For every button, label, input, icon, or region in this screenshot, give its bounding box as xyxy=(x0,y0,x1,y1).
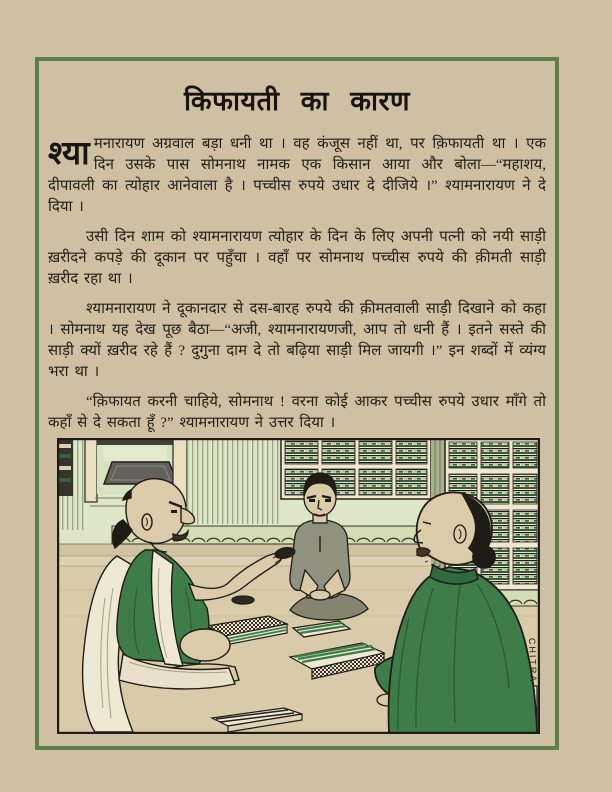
story-paragraph-4: “क़िफायत करनी चाहिये, सोमनाथ ! वरना कोई आकर पच्चीस रुपये उधार माँगे तो कहाँ से दे सकता हूँ ?” श्यामनारायण ने उत्तर दिया । xyxy=(48,394,546,431)
story-text xyxy=(48,134,546,434)
dropcap: श्या xyxy=(48,136,90,172)
shop-illustration xyxy=(57,438,540,734)
page-title: किफायती का कारण xyxy=(183,86,411,116)
shop-scene-svg xyxy=(57,438,540,734)
paragraph-1-text: मनारायण अग्रवाल बड़ा धनी था । वह कंजूस नहीं था, पर क़िफायती था । एक दिन उसके पास सोमनाथ नामक एक किसान आया और बोला—“महाशय, दीपावली का त्योहार आनेवाला है । पच्चीस रुपये उधार दे दीजिये ।” श्यामनारायण ने दे दिया । xyxy=(48,136,546,215)
story-paragraph-3: श्यामनारायण ने दूकानदार से दस-बारह रुपये की क़ीमतवाली साड़ी दिखाने को कहा । सोमनाथ यह देख पूछ बैठा—“अजी, श्यामनारायणजी, आप तो धनी हैं । इतने सस्ते की साड़ी क्यों ख़रीद रहे हैं ? दुगुना दाम दे तो बढ़िया साड़ी मिल जायगी ।” इन शब्दों में व्यंग्य भरा था । xyxy=(48,301,546,380)
story-paragraph-1 xyxy=(48,134,546,218)
artist-signature: CHITRA xyxy=(527,637,539,684)
story-paragraph-2: उसी दिन शाम को श्यामनारायण त्योहार के दिन के लिए अपनी पत्नी को नयी साड़ी ख़रीदने कपड़े की दूकान पर पहुँचा । वहाँ पर सोमनाथ पच्चीस रुपये की क़ीमती साड़ी ख़रीद रहा था । xyxy=(48,229,546,287)
page-content xyxy=(48,57,546,443)
